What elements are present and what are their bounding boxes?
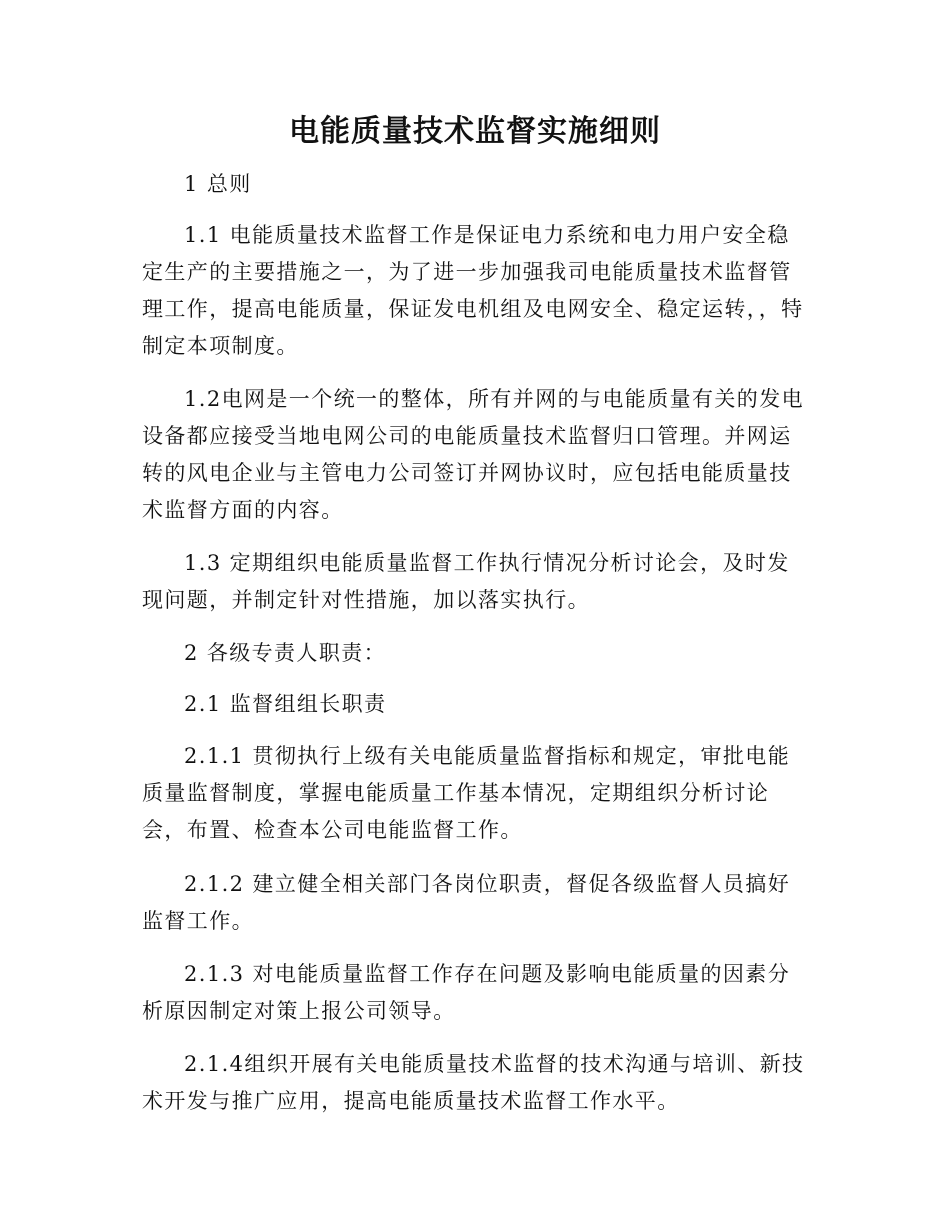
paragraph-1-1: 1.1 电能质量技术监督工作是保证电力系统和电力用户安全稳定生产的主要措施之一，为了进一步加强我司电能质量技术监督管理工作，提高电能质量，保证发电机组及电网安全、稳定运转，，特制定本项制度。 bbox=[142, 223, 804, 358]
subsection-heading-2-1: 2.1 监督组组长职责 bbox=[184, 692, 387, 716]
paragraph-2-1-3: 2.1.3 对电能质量监督工作存在问题及影响电能质量的因素分析原因制定对策上报公司领导。 bbox=[142, 962, 791, 1023]
paragraph-2-1-4: 2.1.4组织开展有关电能质量技术监督的技术沟通与培训、新技术开发与推广应用，提高电能质量技术监督工作水平。 bbox=[142, 1052, 805, 1113]
section-heading-general: 1 总则 bbox=[184, 172, 252, 196]
paragraph-1-2: 1.2电网是一个统一的整体，所有并网的与电能质量有关的发电设备都应接受当地电网公司的电能质量技术监督归口管理。并网运转的风电企业与主管电力公司签订并网协议时，应包括电能质量技术监督方面的内容。 bbox=[142, 387, 804, 522]
document-title: 电能质量技术监督实施细则 bbox=[289, 114, 661, 149]
section-heading-responsibilities: 2 各级专责人职责： bbox=[184, 641, 387, 665]
paragraph-2-1-1: 2.1.1 贯彻执行上级有关电能质量监督指标和规定，审批电能质量监督制度，掌握电能质量工作基本情况，定期组织分析讨论会，布置、检查本公司电能监督工作。 bbox=[142, 744, 791, 842]
paragraph-1-3: 1.3 定期组织电能质量监督工作执行情况分析讨论会，及时发现问题，并制定针对性措施，加以落实执行。 bbox=[142, 551, 790, 612]
paragraph-2-1-2: 2.1.2 建立健全相关部门各岗位职责，督促各级监督人员搞好监督工作。 bbox=[142, 872, 791, 933]
